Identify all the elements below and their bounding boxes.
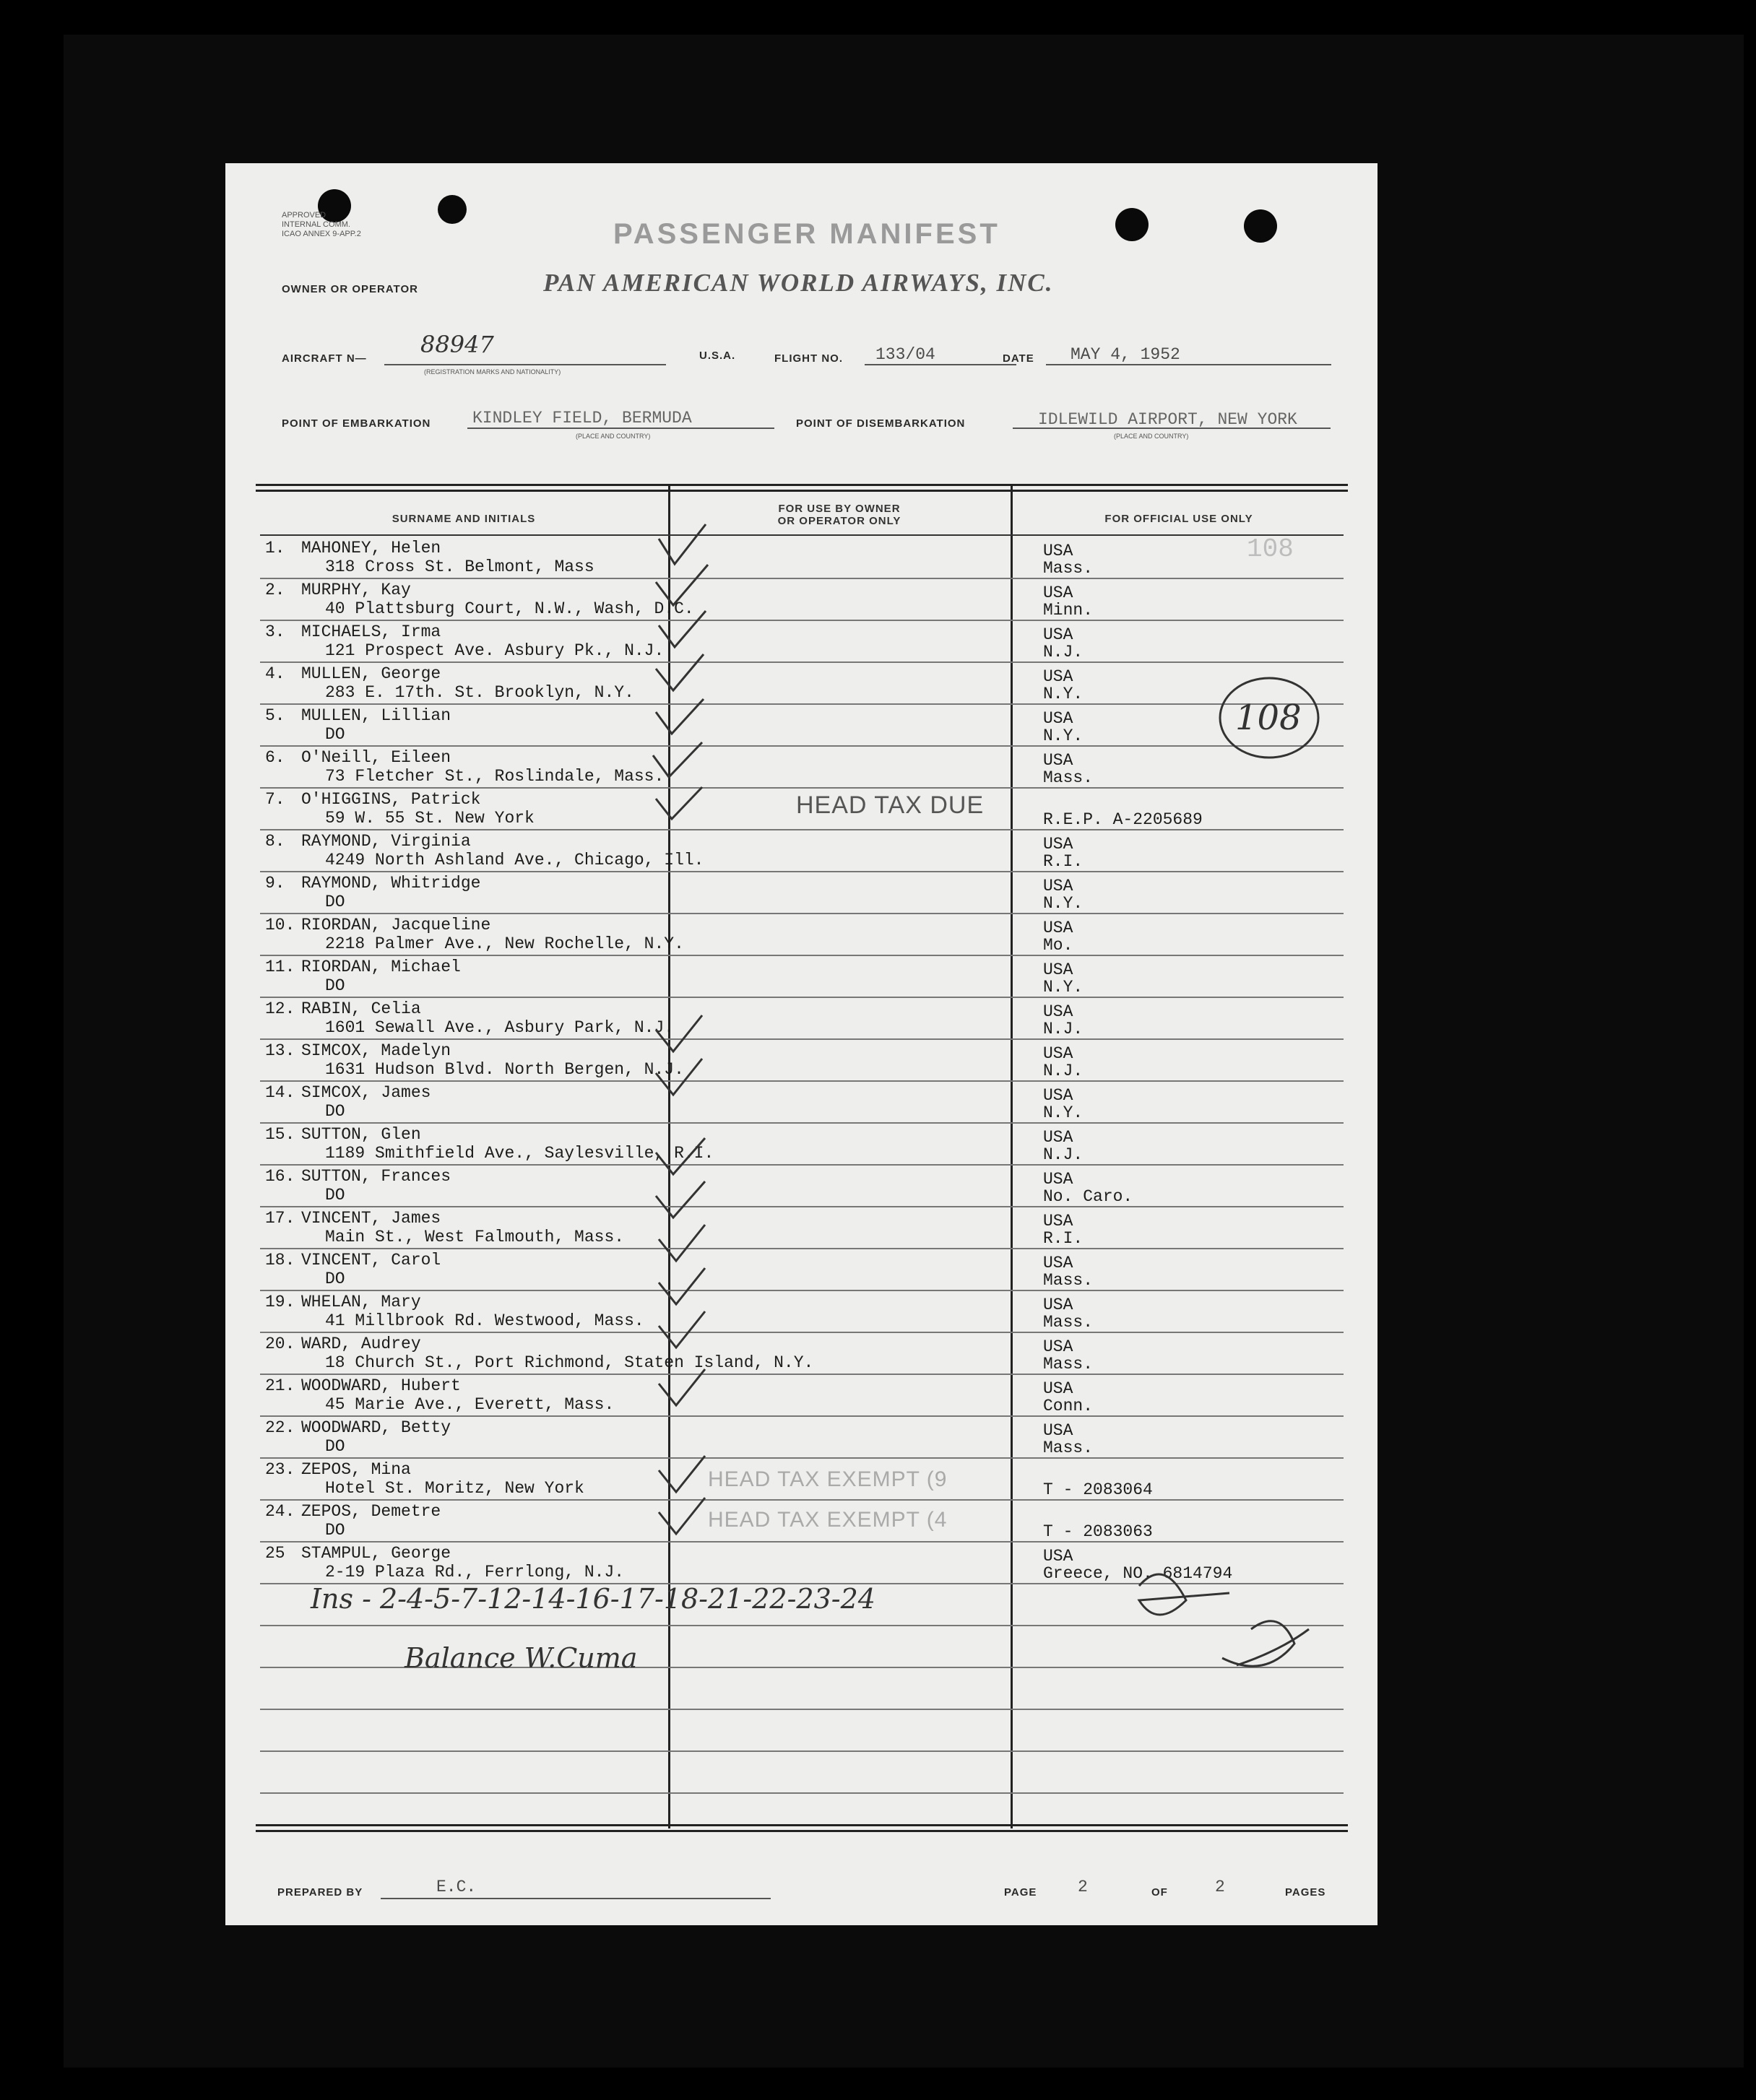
handwritten-count: 108 bbox=[1247, 534, 1294, 564]
passenger-address: DO bbox=[325, 893, 345, 911]
passenger-name: MICHAELS, Irma bbox=[301, 622, 441, 641]
pen-flourish bbox=[1139, 1574, 1229, 1615]
passenger-name: MAHONEY, Helen bbox=[301, 539, 441, 557]
passenger-number: 22. bbox=[265, 1418, 295, 1437]
official-residence: Greece, NO. 6814794 bbox=[1043, 1564, 1233, 1583]
passenger-number: 2. bbox=[265, 581, 285, 599]
passenger-number: 3. bbox=[265, 622, 285, 641]
passenger-address: Hotel St. Moritz, New York bbox=[325, 1479, 584, 1498]
official-residence: N.Y. bbox=[1043, 894, 1084, 913]
head-tax-exempt-stamp: HEAD TAX EXEMPT (9 bbox=[708, 1467, 948, 1491]
passenger-name: WHELAN, Mary bbox=[301, 1293, 421, 1311]
passenger-address: 4249 North Ashland Ave., Chicago, Ill. bbox=[325, 851, 704, 869]
passenger-number: 14. bbox=[265, 1083, 295, 1102]
official-residence: N.Y. bbox=[1043, 685, 1084, 703]
official-nationality: USA bbox=[1043, 1170, 1073, 1189]
passenger-name: O'Neill, Eileen bbox=[301, 748, 451, 767]
prepared-by-label: PREPARED BY bbox=[277, 1886, 363, 1899]
check-mark bbox=[656, 654, 704, 690]
check-mark bbox=[656, 1059, 702, 1095]
official-nationality: USA bbox=[1043, 1379, 1073, 1398]
passenger-name: WARD, Audrey bbox=[301, 1335, 421, 1353]
official-residence: Mass. bbox=[1043, 1439, 1094, 1457]
official-residence: R.E.P. A-2205689 bbox=[1043, 810, 1203, 829]
passenger-name: RAYMOND, Virginia bbox=[301, 832, 471, 851]
flight-date: MAY 4, 1952 bbox=[1071, 345, 1180, 364]
embarkation-value: KINDLEY FIELD, BERMUDA bbox=[472, 409, 692, 428]
official-residence: N.J. bbox=[1043, 1145, 1084, 1164]
official-residence: Mass. bbox=[1043, 1313, 1094, 1332]
passenger-name: STAMPUL, George bbox=[301, 1544, 451, 1563]
passenger-address: DO bbox=[325, 1437, 345, 1456]
official-residence: Mass. bbox=[1043, 559, 1094, 578]
passenger-address: 59 W. 55 St. New York bbox=[325, 809, 535, 828]
approval-note: APPROVED INTERNAL COMM. ICAO ANNEX 9-APP.2 bbox=[282, 211, 361, 238]
passenger-name: O'HIGGINS, Patrick bbox=[301, 790, 481, 809]
passenger-address: 40 Plattsburg Court, N.W., Wash, D.C. bbox=[325, 599, 694, 618]
passenger-number: 24. bbox=[265, 1502, 295, 1521]
passenger-name: ZEPOS, Mina bbox=[301, 1460, 411, 1479]
passenger-address: 73 Fletcher St., Roslindale, Mass. bbox=[325, 767, 665, 786]
passenger-number: 17. bbox=[265, 1209, 295, 1228]
passenger-number: 16. bbox=[265, 1167, 295, 1186]
passenger-address: 1631 Hudson Blvd. North Bergen, N.J. bbox=[325, 1060, 684, 1079]
check-mark bbox=[659, 524, 706, 564]
check-mark bbox=[656, 565, 708, 605]
handwritten-summary: Ins - 2-4-5-7-12-14-16-17-18-21-22-23-24 bbox=[311, 1583, 875, 1615]
passenger-number: 18. bbox=[265, 1251, 295, 1270]
passenger-number: 10. bbox=[265, 916, 295, 934]
official-residence: N.J. bbox=[1043, 1020, 1084, 1038]
passenger-number: 5. bbox=[265, 706, 285, 725]
official-nationality: USA bbox=[1043, 960, 1073, 979]
passenger-name: RIORDAN, Jacqueline bbox=[301, 916, 491, 934]
official-nationality: USA bbox=[1043, 709, 1073, 728]
passenger-number: 15. bbox=[265, 1125, 295, 1144]
passenger-number: 12. bbox=[265, 999, 295, 1018]
passenger-address: 318 Cross St. Belmont, Mass bbox=[325, 557, 594, 576]
official-nationality: USA bbox=[1043, 751, 1073, 770]
official-nationality: USA bbox=[1043, 919, 1073, 937]
handwritten-balance: Balance W.Cuma bbox=[405, 1642, 638, 1674]
page-total: 2 bbox=[1215, 1878, 1225, 1896]
official-nationality: USA bbox=[1043, 667, 1073, 686]
disembark-sublabel: (PLACE AND COUNTRY) bbox=[1114, 433, 1189, 440]
manifest-page bbox=[225, 163, 1377, 1925]
embarkation-label: POINT OF EMBARKATION bbox=[282, 417, 431, 430]
official-nationality: USA bbox=[1043, 1337, 1073, 1356]
official-residence: T - 2083064 bbox=[1043, 1480, 1153, 1499]
official-residence: Mass. bbox=[1043, 1271, 1094, 1290]
circled-count: 108 bbox=[1235, 698, 1302, 738]
passenger-address: 45 Marie Ave., Everett, Mass. bbox=[325, 1395, 615, 1414]
flight-number: 133/04 bbox=[875, 345, 935, 364]
official-residence: Mass. bbox=[1043, 768, 1094, 787]
official-nationality: USA bbox=[1043, 877, 1073, 895]
passenger-address: 2-19 Plaza Rd., Ferrlong, N.J. bbox=[325, 1563, 625, 1581]
passenger-name: RAYMOND, Whitridge bbox=[301, 874, 481, 893]
official-residence: No. Caro. bbox=[1043, 1187, 1133, 1206]
check-mark bbox=[659, 1225, 705, 1261]
passenger-name: SUTTON, Frances bbox=[301, 1167, 451, 1186]
official-residence: T - 2083063 bbox=[1043, 1522, 1153, 1541]
check-mark bbox=[656, 1015, 702, 1051]
check-mark bbox=[659, 1311, 705, 1348]
passenger-name: SIMCOX, James bbox=[301, 1083, 431, 1102]
disembarkation-label: POINT OF DISEMBARKATION bbox=[796, 417, 966, 430]
passenger-address: 1189 Smithfield Ave., Saylesville, R.I. bbox=[325, 1144, 714, 1163]
passenger-name: MULLEN, Lillian bbox=[301, 706, 451, 725]
head-tax-due-stamp: HEAD TAX DUE bbox=[796, 791, 985, 819]
count-circle bbox=[1220, 678, 1318, 758]
official-residence: R.I. bbox=[1043, 1229, 1084, 1248]
official-nationality: USA bbox=[1043, 1296, 1073, 1314]
check-mark bbox=[659, 1369, 705, 1405]
check-mark bbox=[659, 1456, 705, 1492]
passenger-number: 13. bbox=[265, 1041, 295, 1060]
passenger-name: RIORDAN, Michael bbox=[301, 958, 461, 976]
passenger-number: 7. bbox=[265, 790, 285, 809]
col-header-owner-use: FOR USE BY OWNER OR OPERATOR ONLY bbox=[777, 503, 901, 527]
official-residence: N.J. bbox=[1043, 1062, 1084, 1080]
passenger-address: DO bbox=[325, 1186, 345, 1205]
passenger-name: MURPHY, Kay bbox=[301, 581, 411, 599]
passenger-number: 23. bbox=[265, 1460, 295, 1479]
official-residence: N.Y. bbox=[1043, 978, 1084, 997]
page-number: 2 bbox=[1078, 1878, 1088, 1896]
aircraft-number: 88947 bbox=[420, 331, 494, 358]
official-residence: N.J. bbox=[1043, 643, 1084, 661]
passenger-name: RABIN, Celia bbox=[301, 999, 421, 1018]
check-mark bbox=[656, 1181, 705, 1218]
check-mark bbox=[656, 787, 702, 819]
passenger-number: 9. bbox=[265, 874, 285, 893]
head-tax-exempt-stamp: HEAD TAX EXEMPT (4 bbox=[708, 1508, 948, 1532]
pages-label: PAGES bbox=[1285, 1886, 1326, 1899]
disembarkation-value: IDLEWILD AIRPORT, NEW YORK bbox=[1038, 410, 1297, 429]
official-nationality: USA bbox=[1043, 583, 1073, 602]
check-mark bbox=[656, 699, 704, 734]
check-mark bbox=[656, 1138, 705, 1174]
passenger-address: DO bbox=[325, 1521, 345, 1540]
embark-sublabel: (PLACE AND COUNTRY) bbox=[576, 433, 651, 440]
col-header-surname: SURNAME AND INITIALS bbox=[392, 513, 536, 525]
official-nationality: USA bbox=[1043, 542, 1073, 560]
passenger-number: 4. bbox=[265, 664, 285, 683]
passenger-address: 283 E. 17th. St. Brooklyn, N.Y. bbox=[325, 683, 634, 702]
flight-label: FLIGHT NO. bbox=[774, 352, 843, 365]
passenger-number: 6. bbox=[265, 748, 285, 767]
passenger-address: DO bbox=[325, 976, 345, 995]
check-mark bbox=[653, 742, 702, 777]
aircraft-sublabel: (REGISTRATION MARKS AND NATIONALITY) bbox=[424, 368, 561, 376]
passenger-address: 121 Prospect Ave. Asbury Pk., N.J. bbox=[325, 641, 665, 660]
aircraft-label: AIRCRAFT N— bbox=[282, 352, 367, 365]
passenger-address: 2218 Palmer Ave., New Rochelle, N.Y. bbox=[325, 934, 684, 953]
check-mark bbox=[659, 1498, 705, 1534]
passenger-address: DO bbox=[325, 1270, 345, 1288]
official-nationality: USA bbox=[1043, 1128, 1073, 1147]
official-nationality: USA bbox=[1043, 1254, 1073, 1272]
official-nationality: USA bbox=[1043, 1421, 1073, 1440]
official-residence: R.I. bbox=[1043, 852, 1084, 871]
official-residence: N.Y. bbox=[1043, 1103, 1084, 1122]
passenger-name: WOODWARD, Hubert bbox=[301, 1376, 461, 1395]
official-nationality: USA bbox=[1043, 1002, 1073, 1021]
passenger-name: MULLEN, George bbox=[301, 664, 441, 683]
passenger-name: VINCENT, Carol bbox=[301, 1251, 441, 1270]
col-header-official-use: FOR OFFICIAL USE ONLY bbox=[1104, 513, 1253, 525]
company-name: PAN AMERICAN WORLD AIRWAYS, INC. bbox=[543, 269, 1054, 297]
passenger-address: DO bbox=[325, 1102, 345, 1121]
prepared-by-value: E.C. bbox=[436, 1878, 477, 1896]
usa-label: U.S.A. bbox=[699, 350, 736, 362]
of-label: OF bbox=[1151, 1886, 1168, 1899]
official-residence: Conn. bbox=[1043, 1397, 1094, 1415]
official-residence: N.Y. bbox=[1043, 726, 1084, 745]
pen-flourish bbox=[1237, 1629, 1309, 1665]
passenger-name: VINCENT, James bbox=[301, 1209, 441, 1228]
passenger-number: 11. bbox=[265, 958, 295, 976]
passenger-address: 1601 Sewall Ave., Asbury Park, N.J. bbox=[325, 1018, 675, 1037]
passenger-name: SUTTON, Glen bbox=[301, 1125, 421, 1144]
check-mark bbox=[659, 611, 706, 647]
page-label: PAGE bbox=[1004, 1886, 1037, 1899]
pen-flourish bbox=[1222, 1621, 1294, 1667]
official-nationality: USA bbox=[1043, 1044, 1073, 1063]
official-nationality: USA bbox=[1043, 1086, 1073, 1105]
official-nationality: USA bbox=[1043, 835, 1073, 854]
passenger-address: 18 Church St., Port Richmond, Staten Island, N.Y. bbox=[325, 1353, 814, 1372]
official-residence: Minn. bbox=[1043, 601, 1094, 620]
passenger-address: DO bbox=[325, 725, 345, 744]
official-residence: Mass. bbox=[1043, 1355, 1094, 1374]
official-nationality: USA bbox=[1043, 625, 1073, 644]
passenger-number: 1. bbox=[265, 539, 285, 557]
passenger-address: 41 Millbrook Rd. Westwood, Mass. bbox=[325, 1311, 644, 1330]
pen-marks bbox=[225, 163, 1377, 1925]
official-residence: Mo. bbox=[1043, 936, 1073, 955]
passenger-name: SIMCOX, Madelyn bbox=[301, 1041, 451, 1060]
check-mark bbox=[659, 1268, 705, 1304]
passenger-name: ZEPOS, Demetre bbox=[301, 1502, 441, 1521]
passenger-number: 8. bbox=[265, 832, 285, 851]
passenger-name: WOODWARD, Betty bbox=[301, 1418, 451, 1437]
owner-label: OWNER OR OPERATOR bbox=[282, 283, 418, 295]
date-label: DATE bbox=[1003, 352, 1034, 365]
passenger-number: 20. bbox=[265, 1335, 295, 1353]
page-title: PASSENGER MANIFEST bbox=[613, 218, 1000, 250]
passenger-number: 19. bbox=[265, 1293, 295, 1311]
passenger-number: 21. bbox=[265, 1376, 295, 1395]
passenger-address: Main St., West Falmouth, Mass. bbox=[325, 1228, 625, 1246]
official-nationality: USA bbox=[1043, 1212, 1073, 1231]
prepared-underline bbox=[381, 1898, 771, 1899]
official-nationality: USA bbox=[1043, 1547, 1073, 1566]
passenger-number: 25 bbox=[265, 1544, 285, 1563]
